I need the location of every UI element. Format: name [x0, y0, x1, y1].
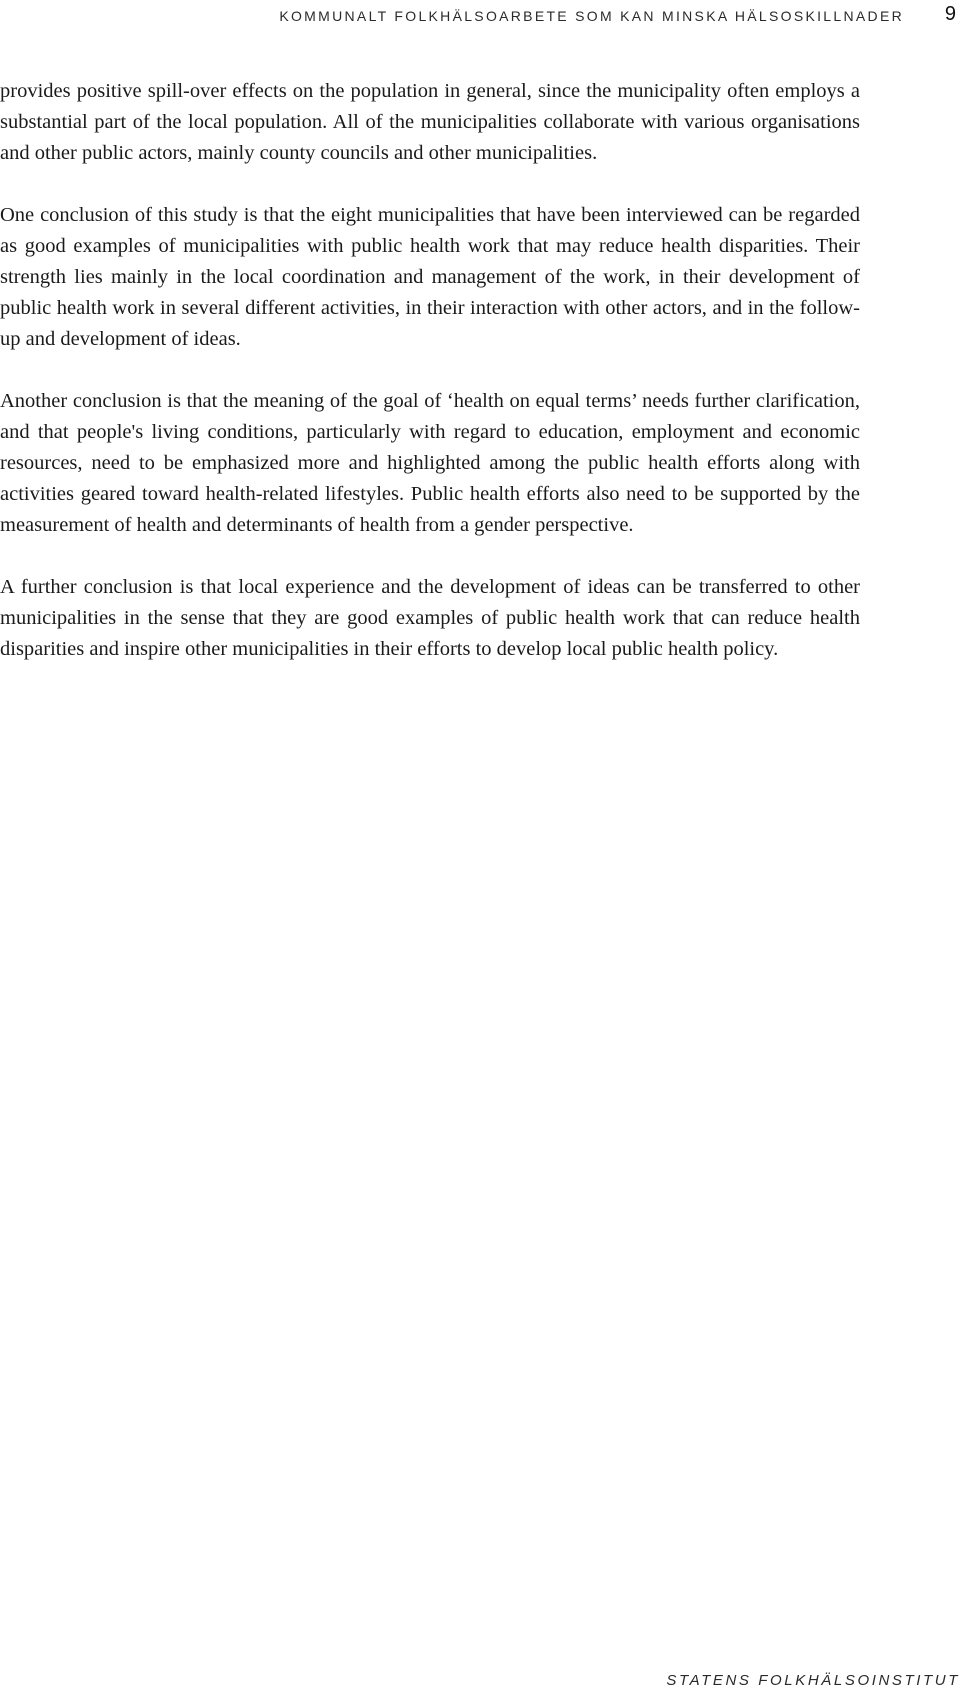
footer-publisher: STATENS FOLKHÄLSOINSTITUT: [666, 1672, 960, 1689]
running-header-title: KOMMUNALT FOLKHÄLSOARBETE SOM KAN MINSKA HÄLSOSKILLNADER: [279, 8, 904, 24]
body-text: [0, 76, 860, 696]
running-footer: [560, 1665, 960, 1697]
paragraph-second-conclusion: Another conclusion is that the meaning of the goal of ‘health on equal terms’ needs further clarification, and that people's living conditions, particularly with regard to education, employment and economic resources, need to be emphasized more and highlighted among the public health efforts along with activities geared toward health-related lifestyles. Public health efforts also need to be supported by the measurement of health and determinants of health from a gender perspective.: [0, 390, 860, 536]
running-header: [0, 0, 960, 40]
page-number: 9: [944, 3, 956, 25]
paragraph-further-conclusion: A further conclusion is that local experience and the development of ideas can be transferred to other municipalities in the sense that they are good examples of public health work that can reduce health disparities and inspire other municipalities in their efforts to develop local public health policy.: [0, 576, 860, 660]
paragraph-first-conclusion: One conclusion of this study is that the eight municipalities that have been interviewed can be regarded as good examples of municipalities with public health work that may reduce health disparities. Their strength lies mainly in the local coordination and management of the work, in their development of public health work in several different activities, in their interaction with other actors, and in the follow-up and development of ideas.: [0, 204, 860, 350]
paragraph-spillover-effects: provides positive spill-over effects on the population in general, since the municipality often employs a substantial part of the local population. All of the municipalities collaborate with various organisations and other public actors, mainly county councils and other municipalities.: [0, 80, 860, 164]
